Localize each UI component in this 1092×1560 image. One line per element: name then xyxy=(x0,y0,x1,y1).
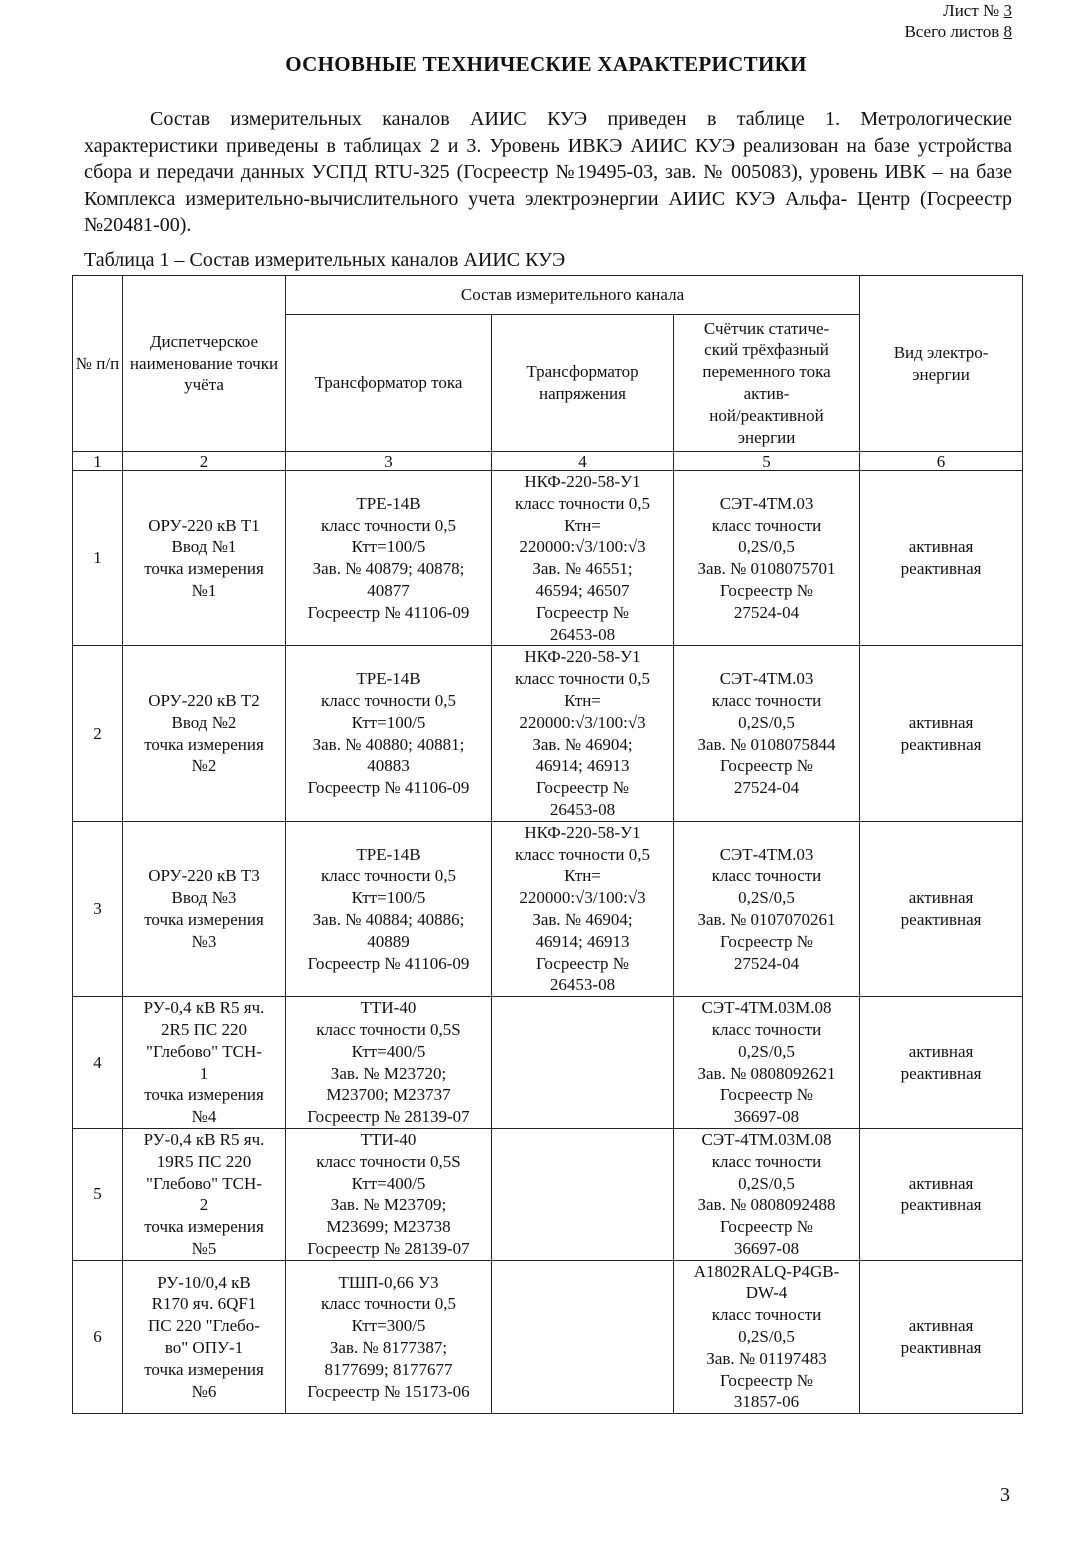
cell-line: класс точности 0,5S xyxy=(316,1019,461,1039)
cell-line: РУ-0,4 кВ R5 яч. xyxy=(143,998,265,1018)
table-row xyxy=(73,821,1023,996)
cell-line: Зав. № 46904; xyxy=(532,909,633,929)
cell-line: реактивная xyxy=(900,909,982,929)
cell-line: Госреестр № xyxy=(720,931,813,951)
cell-line: 46914; 46913 xyxy=(535,931,630,951)
cell-line: ТТИ-40 xyxy=(360,1129,417,1149)
cell-line: НКФ-220-58-У1 xyxy=(524,822,641,842)
cell-line: точка измерения xyxy=(144,909,264,929)
cell-meter xyxy=(674,1260,860,1414)
cell-energy xyxy=(860,1128,1023,1260)
cell-energy xyxy=(860,821,1023,996)
cell-num: 4 xyxy=(73,997,123,1129)
cell-line: Ктт=100/5 xyxy=(351,712,426,732)
cell-num: 2 xyxy=(73,646,123,821)
column-numbers-row xyxy=(73,452,1023,471)
cell-line: РУ-0,4 кВ R5 яч. xyxy=(143,1129,265,1149)
table-row xyxy=(73,1260,1023,1414)
sheet-number: 3 xyxy=(1003,1,1012,20)
cell-line: 0,2S/0,5 xyxy=(738,537,795,557)
cell-line: ной/реактивной xyxy=(709,405,824,425)
cell-ct xyxy=(286,997,492,1129)
cell-line: 36697-08 xyxy=(733,1107,800,1127)
cell-line: Госреестр № 28139-07 xyxy=(307,1107,470,1127)
cell-line: СЭТ-4ТМ.03М.08 xyxy=(701,1129,832,1149)
cell-line: Госреестр № xyxy=(720,756,813,776)
table-row xyxy=(73,471,1023,646)
cell-line: Зав. № 0808092488 xyxy=(697,1195,836,1215)
cell-line: ОРУ-220 кВ Т3 xyxy=(148,866,260,886)
cell-line: класс точности 0,5S xyxy=(316,1151,461,1171)
cell-line: 46914; 46913 xyxy=(535,756,630,776)
cell-line: A1802RALQ-P4GB- xyxy=(693,1261,840,1281)
cell-line: Зав. № М23720; xyxy=(330,1063,447,1083)
cell-meter xyxy=(674,471,860,646)
cell-line: точка измерения xyxy=(144,734,264,754)
cell-line: 220000:√3/100:√3 xyxy=(519,537,646,557)
cell-line: энергии xyxy=(912,364,970,384)
cell-line: активная xyxy=(908,1041,974,1061)
cell-ct xyxy=(286,821,492,996)
cell-meter xyxy=(674,646,860,821)
cell-line: ТРЕ-14В xyxy=(356,669,421,689)
cell-line: СЭТ-4ТМ.03 xyxy=(719,493,814,513)
header-num: № п/п xyxy=(73,276,123,452)
cell-line: точка измерения xyxy=(144,1217,264,1237)
table-caption: Таблица 1 – Состав измерительных каналов АИИС КУЭ xyxy=(84,249,566,271)
cell-line: СЭТ-4ТМ.03 xyxy=(719,844,814,864)
sheet-label: Лист № xyxy=(943,1,1000,20)
cell-num: 5 xyxy=(73,1128,123,1260)
cell-vt xyxy=(492,1260,674,1414)
cell-line: Ктт=300/5 xyxy=(351,1316,426,1336)
cell-line: Ктт=400/5 xyxy=(351,1173,426,1193)
total-label: Всего листов xyxy=(904,22,1000,41)
cell-line: во" ОПУ-1 xyxy=(164,1337,244,1357)
cell-energy xyxy=(860,1260,1023,1414)
cell-line: 0,2S/0,5 xyxy=(738,712,795,732)
cell-line: 31857-06 xyxy=(733,1392,800,1412)
cell-line: Ктт=100/5 xyxy=(351,537,426,557)
cell-line: 26453-08 xyxy=(549,799,616,819)
cell-line: Зав. № 8177387; xyxy=(329,1337,448,1357)
cell-line: Счётчик статиче- xyxy=(703,318,830,338)
cell-line: класс точности xyxy=(711,690,822,710)
cell-line: Госреестр № xyxy=(536,778,629,798)
cell-line: 19R5 ПС 220 xyxy=(156,1151,252,1171)
total-sheets-line xyxy=(904,21,1012,42)
cell-line: активная xyxy=(908,1316,974,1336)
cell-line: Ктн= xyxy=(564,866,601,886)
cell-line: М23700; М23737 xyxy=(326,1085,451,1105)
cell-line: Госреестр № xyxy=(536,953,629,973)
page-number: 3 xyxy=(1000,1484,1010,1506)
cell-line: активная xyxy=(908,537,974,557)
cell-line: 220000:√3/100:√3 xyxy=(519,712,646,732)
cell-line: 27524-04 xyxy=(733,602,800,622)
column-number: 2 xyxy=(123,452,286,471)
cell-line: Зав. № 01197483 xyxy=(706,1348,827,1368)
cell-line: Госреестр № xyxy=(720,1217,813,1237)
header-point: Диспетчерское наименование точки учёта xyxy=(123,276,286,452)
cell-line: Зав. № 40879; 40878; xyxy=(312,559,465,579)
cell-line: ТРЕ-14В xyxy=(356,493,421,513)
cell-line: класс точности xyxy=(711,866,822,886)
cell-line: №2 xyxy=(191,756,217,776)
cell-line: "Глебово" ТСН- xyxy=(146,1173,262,1193)
cell-line: точка измерения xyxy=(144,1085,264,1105)
cell-line: Госреестр № xyxy=(720,1370,813,1390)
cell-line: 46594; 46507 xyxy=(535,580,630,600)
cell-line: 40889 xyxy=(367,931,410,951)
cell-line: реактивная xyxy=(900,1337,982,1357)
cell-line: НКФ-220-58-У1 xyxy=(524,472,641,491)
cell-line: ТТИ-40 xyxy=(360,998,417,1018)
cell-vt xyxy=(492,821,674,996)
cell-line: переменного тока xyxy=(702,362,831,382)
cell-line: класс точности 0,5 xyxy=(514,493,651,513)
cell-energy xyxy=(860,471,1023,646)
cell-line: №6 xyxy=(191,1381,217,1401)
cell-line: Госреестр № 15173-06 xyxy=(307,1381,470,1401)
cell-line: 0,2S/0,5 xyxy=(738,1327,795,1347)
column-number: 3 xyxy=(286,452,492,471)
cell-point xyxy=(123,997,286,1129)
cell-line: Госреестр № 41106-09 xyxy=(307,778,470,798)
cell-line: Ктт=100/5 xyxy=(351,888,426,908)
cell-line: №5 xyxy=(191,1238,217,1258)
column-number: 4 xyxy=(492,452,674,471)
cell-line: Ктн= xyxy=(564,690,601,710)
header-meter xyxy=(674,315,860,452)
cell-line: Госреестр № 41106-09 xyxy=(307,602,470,622)
cell-line: 26453-08 xyxy=(549,975,616,995)
cell-line: 0,2S/0,5 xyxy=(738,1041,795,1061)
cell-line: ОРУ-220 кВ Т1 xyxy=(148,515,260,535)
cell-vt xyxy=(492,1128,674,1260)
cell-energy xyxy=(860,646,1023,821)
cell-line: класс точности 0,5 xyxy=(320,866,457,886)
cell-line: М23699; М23738 xyxy=(326,1217,451,1237)
cell-line: активная xyxy=(908,888,974,908)
cell-vt xyxy=(492,997,674,1129)
cell-line: Зав. № 40884; 40886; xyxy=(312,909,465,929)
cell-line: точка измерения xyxy=(144,559,264,579)
cell-line: ТРЕ-14В xyxy=(356,844,421,864)
cell-ct xyxy=(286,471,492,646)
cell-point xyxy=(123,1128,286,1260)
cell-line: Зав. № 0808092621 xyxy=(697,1063,836,1083)
cell-line: Ввод №3 xyxy=(171,888,237,908)
cell-line: Ктт=400/5 xyxy=(351,1041,426,1061)
header-composition: Состав измерительного канала xyxy=(286,276,860,315)
total-number: 8 xyxy=(1003,22,1012,41)
cell-vt xyxy=(492,646,674,821)
cell-line: актив- xyxy=(743,384,790,403)
cell-line: активная xyxy=(908,712,974,732)
cell-vt xyxy=(492,471,674,646)
cell-line: Ввод №1 xyxy=(171,537,237,557)
header-vt: Трансформатор напряжения xyxy=(492,315,674,452)
cell-line: СЭТ-4ТМ.03М.08 xyxy=(701,998,832,1018)
cell-line: реактивная xyxy=(900,1195,982,1215)
cell-line: ПС 220 "Глебо- xyxy=(148,1316,260,1336)
cell-line: класс точности 0,5 xyxy=(514,844,651,864)
cell-line: 40883 xyxy=(367,756,410,776)
cell-num: 1 xyxy=(73,471,123,646)
cell-meter xyxy=(674,1128,860,1260)
table-row xyxy=(73,997,1023,1129)
cell-point xyxy=(123,1260,286,1414)
cell-line: реактивная xyxy=(900,1063,982,1083)
cell-num: 6 xyxy=(73,1260,123,1414)
cell-line: Госреестр № 28139-07 xyxy=(307,1238,470,1258)
cell-line: класс точности xyxy=(711,1019,822,1039)
cell-point xyxy=(123,471,286,646)
cell-line: 26453-08 xyxy=(549,624,616,644)
cell-line: Госреестр № xyxy=(720,1085,813,1105)
cell-line: R170 яч. 6QF1 xyxy=(151,1294,257,1314)
cell-line: Госреестр № xyxy=(536,602,629,622)
cell-line: 27524-04 xyxy=(733,953,800,973)
table-row xyxy=(73,1128,1023,1260)
header-ct: Трансформатор тока xyxy=(286,315,492,452)
cell-line: 2 xyxy=(199,1195,209,1215)
cell-line: класс точности 0,5 xyxy=(514,669,651,689)
cell-line: класс точности 0,5 xyxy=(320,515,457,535)
cell-line: активная xyxy=(908,1173,974,1193)
cell-line: 0,2S/0,5 xyxy=(738,888,795,908)
cell-line: Госреестр № 41106-09 xyxy=(307,953,470,973)
cell-num: 3 xyxy=(73,821,123,996)
cell-line: 27524-04 xyxy=(733,778,800,798)
cell-ct xyxy=(286,1128,492,1260)
intro-paragraph: Состав измерительных каналов АИИС КУЭ приведен в таблице 1. Метрологические характеристики приведены в таблицах 2 и 3. Уровень ИВКЭ АИИС КУЭ реализован на базе устройства сбора и передачи данных УСПД RTU-325 (Госреестр №19495-03, зав. № 005083), уровень ИВК – на базе Комплекса измерительно-вычислительного учета электроэнергии АИИС КУЭ Альфа- Центр (Госреестр №20481-00). xyxy=(84,108,1012,236)
cell-energy xyxy=(860,997,1023,1129)
cell-line: 40877 xyxy=(367,580,410,600)
cell-line: СЭТ-4ТМ.03 xyxy=(719,669,814,689)
cell-line: Ктн= xyxy=(564,515,601,535)
cell-line: ТШП-0,66 У3 xyxy=(338,1272,439,1292)
cell-line: класс точности 0,5 xyxy=(320,1294,457,1314)
cell-line: ский трёхфазный xyxy=(704,340,829,360)
cell-line: 1 xyxy=(199,1063,209,1083)
cell-line: Вид электро- xyxy=(893,342,989,362)
cell-line: 0,2S/0,5 xyxy=(738,1173,795,1193)
cell-ct xyxy=(286,1260,492,1414)
cell-line: "Глебово" ТСН- xyxy=(146,1041,262,1061)
sheet-info xyxy=(904,0,1012,42)
column-number: 6 xyxy=(860,452,1023,471)
cell-meter xyxy=(674,821,860,996)
cell-line: Зав. № 40880; 40881; xyxy=(312,734,465,754)
cell-line: РУ-10/0,4 кВ xyxy=(157,1272,251,1292)
cell-line: класс точности 0,5 xyxy=(320,690,457,710)
cell-line: Зав. № М23709; xyxy=(330,1195,447,1215)
cell-line: №1 xyxy=(191,580,217,600)
cell-meter xyxy=(674,997,860,1129)
cell-line: реактивная xyxy=(900,734,982,754)
cell-line: DW-4 xyxy=(745,1283,788,1303)
cell-line: класс точности xyxy=(711,1305,822,1325)
cell-line: точка измерения xyxy=(144,1359,264,1379)
table-row xyxy=(73,646,1023,821)
cell-line: НКФ-220-58-У1 xyxy=(524,647,641,667)
cell-line: реактивная xyxy=(900,559,982,579)
cell-line: 8177699; 8177677 xyxy=(324,1359,453,1379)
cell-point xyxy=(123,821,286,996)
cell-line: ОРУ-220 кВ Т2 xyxy=(148,690,260,710)
cell-line: №4 xyxy=(191,1107,217,1127)
sheet-number-line xyxy=(904,0,1012,21)
cell-line: Ввод №2 xyxy=(171,712,237,732)
cell-point xyxy=(123,646,286,821)
column-number: 5 xyxy=(674,452,860,471)
cell-line: №3 xyxy=(191,931,217,951)
column-number: 1 xyxy=(73,452,123,471)
header-energy xyxy=(860,276,1023,452)
cell-line: Зав. № 0108075844 xyxy=(697,734,836,754)
cell-line: 220000:√3/100:√3 xyxy=(519,888,646,908)
cell-line: Госреестр № xyxy=(720,580,813,600)
measurement-channels-table xyxy=(72,275,1023,1414)
cell-line: 36697-08 xyxy=(733,1238,800,1258)
page-title: ОСНОВНЫЕ ТЕХНИЧЕСКИЕ ХАРАКТЕРИСТИКИ xyxy=(285,52,807,76)
cell-ct xyxy=(286,646,492,821)
cell-line: класс точности xyxy=(711,515,822,535)
cell-line: класс точности xyxy=(711,1151,822,1171)
cell-line: энергии xyxy=(737,427,796,447)
cell-line: Зав. № 46551; xyxy=(532,559,633,579)
cell-line: 2R5 ПС 220 xyxy=(161,1019,247,1039)
cell-line: Зав. № 0107070261 xyxy=(697,909,836,929)
cell-line: Зав. № 46904; xyxy=(532,734,633,754)
cell-line: Зав. № 0108075701 xyxy=(697,559,836,579)
